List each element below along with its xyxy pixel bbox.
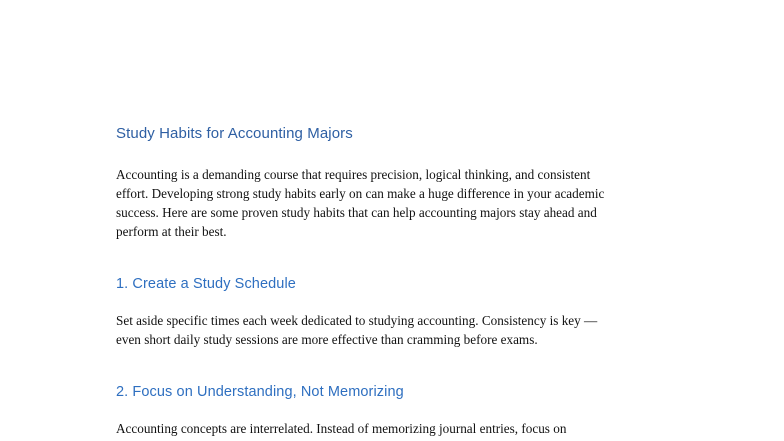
section-heading: 2. Focus on Understanding, Not Memorizing <box>116 384 404 400</box>
section-line: Accounting concepts are interrelated. Instead of memorizing journal entries, focus on <box>116 421 567 436</box>
intro-line: Accounting is a demanding course that requires precision, logical thinking, and consistent <box>116 167 591 182</box>
section-heading: 1. Create a Study Schedule <box>116 276 296 292</box>
intro-line: perform at their best. <box>116 224 227 239</box>
section-line: even short daily study sessions are more effective than cramming before exams. <box>116 332 538 347</box>
document-title: Study Habits for Accounting Majors <box>116 125 353 142</box>
section-paragraph <box>116 311 676 349</box>
intro-paragraph <box>116 165 676 241</box>
section-line: Set aside specific times each week dedicated to studying accounting. Consistency is key — <box>116 313 598 328</box>
section-paragraph <box>116 419 676 438</box>
intro-line: success. Here are some proven study habits that can help accounting majors stay ahead and <box>116 205 597 220</box>
intro-line: effort. Developing strong study habits early on can make a huge difference in your academic <box>116 186 605 201</box>
document-body <box>116 123 676 438</box>
